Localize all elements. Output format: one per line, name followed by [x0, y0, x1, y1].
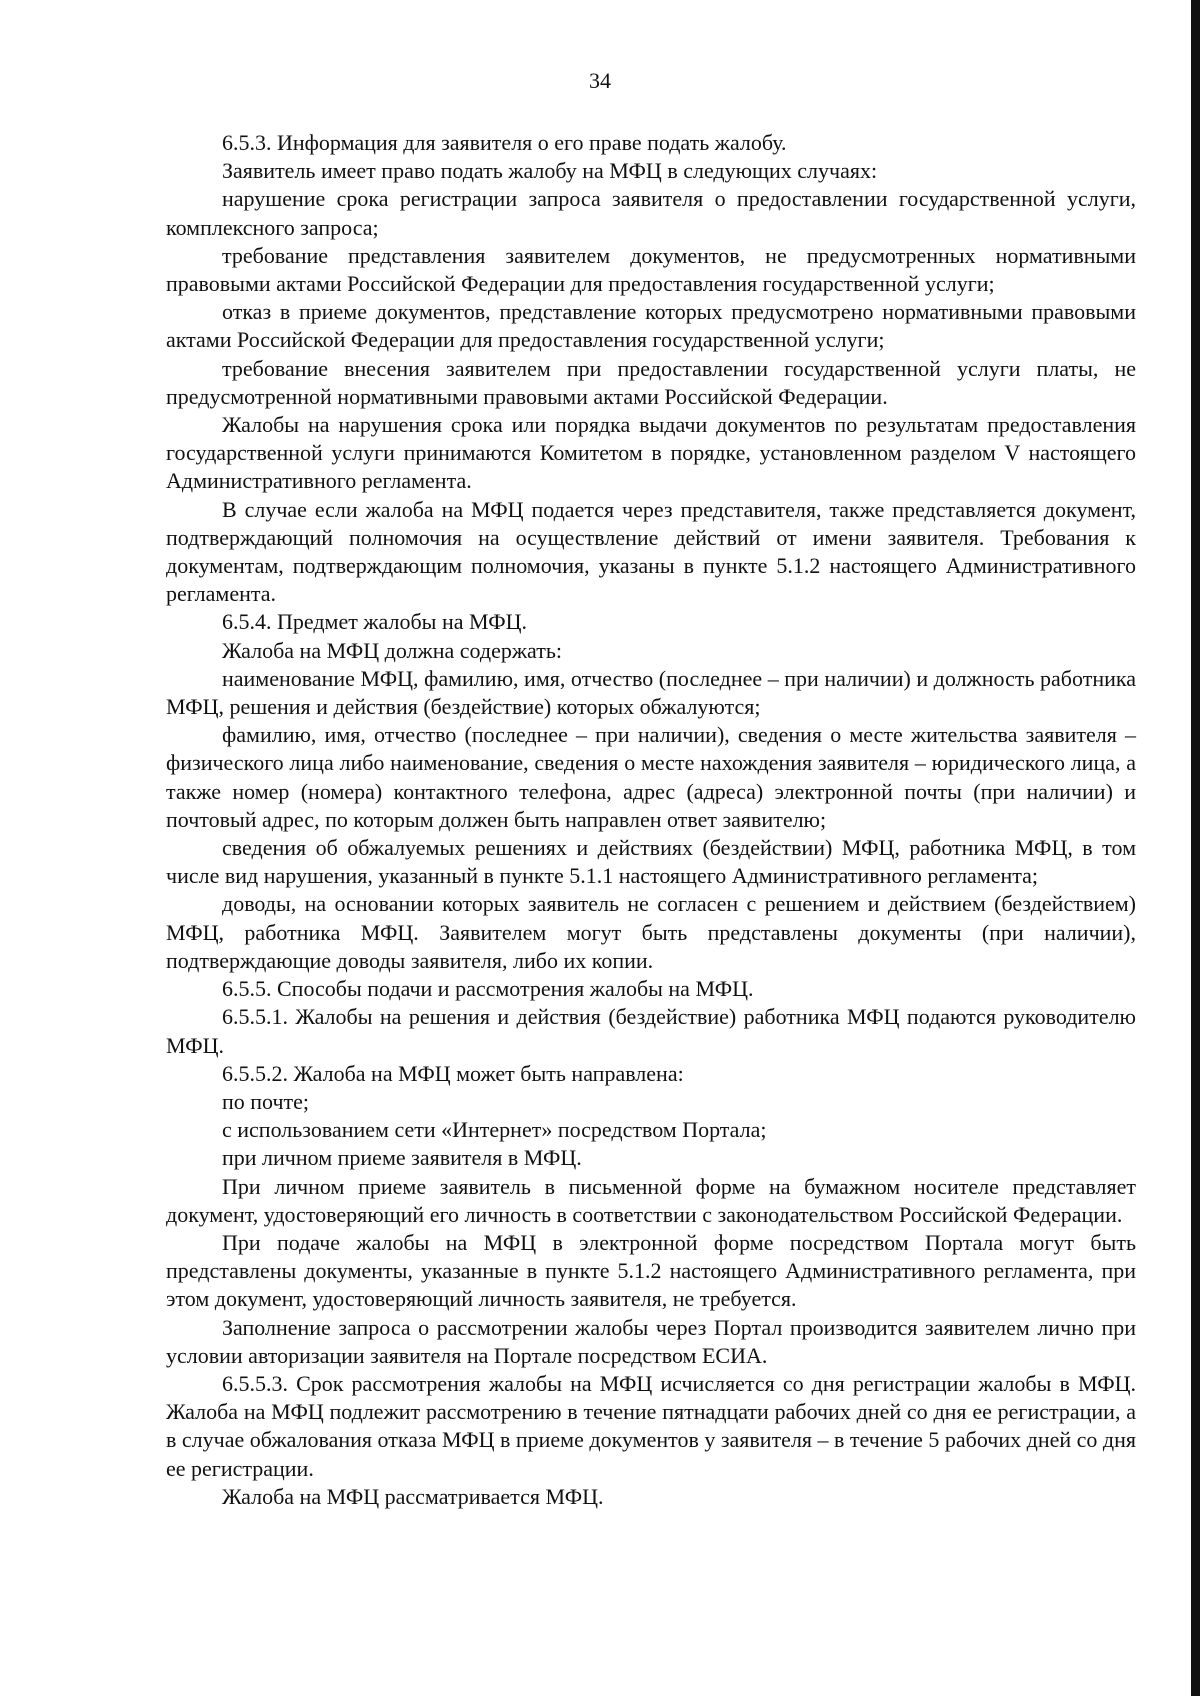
page-number: 34 — [589, 68, 611, 93]
paragraph-case-extra-documents: требование представления заявителем документов, не предусмотренных нормативными правовыми актами Российской Федерации для предоставления государственной услуги; — [166, 242, 1136, 297]
paragraph-6-5-5-heading: 6.5.5. Способы подачи и рассмотрения жалобы на МФЦ. — [222, 976, 754, 1002]
paragraph-case-payment: требование внесения заявителем при предоставлении государственной услуги платы, не предусмотренной нормативными правовыми актами Российской Федерации. — [166, 355, 1136, 409]
paragraph-complaint-cases-intro: Заявитель имеет право подать жалобу на МФЦ в следующих случаях: — [222, 158, 878, 184]
paragraph-6-5-5-1: 6.5.5.1. Жалобы на решения и действия (бездействие) работника МФЦ подаются руководителю МФЦ. — [166, 1004, 1136, 1058]
paragraph-review-by-mfc: Жалоба на МФЦ рассматривается МФЦ. — [222, 1483, 604, 1509]
paragraph-case-registration-deadline: нарушение срока регистрации запроса заявителя о предоставлении государственной услуги, комплексного запроса; — [166, 186, 1136, 240]
paragraph-6-5-5-3: 6.5.5.3. Срок рассмотрения жалобы на МФЦ исчисляется со дня регистрации жалобы в МФЦ. Жалоба на МФЦ подлежит рассмотрению в течение пятнадцати рабочих дней со дня ее регистрации, а в случае обжалования отказа МФЦ в приеме документов у заявителя – в течение 5 рабочих дней со дня ее регистрации. — [166, 1370, 1136, 1481]
paragraph-6-5-4-heading: 6.5.4. Предмет жалобы на МФЦ. — [222, 609, 528, 635]
scan-right-edge — [1191, 0, 1200, 1696]
document-body — [166, 129, 1136, 1511]
paragraph-contents-mfc-name: наименование МФЦ, фамилию, имя, отчество (последнее – при наличии) и должность работника МФЦ, решения и действия (бездействие) которых обжалуются; — [166, 665, 1136, 720]
paragraph-method-mail: по почте; — [222, 1088, 310, 1114]
paragraph-complaints-committee: Жалобы на нарушения срока или порядка выдачи документов по результатам предоставления государственной услуги принимаются Комитетом в порядке, установленном разделом V настоящего Административного регламента. — [166, 412, 1136, 494]
paragraph-contents-arguments: доводы, на основании которых заявитель не согласен с решением и действием (бездействием) МФЦ, работника МФЦ. Заявителем могут быть представлены документы (при наличии), подтверждающие доводы заявителя, либо их копии. — [166, 891, 1136, 973]
paragraph-personal-reception: При личном приеме заявитель в письменной форме на бумажном носителе представляет документ, удостоверяющий его личность в соответствии с законодательством Российской Федерации. — [166, 1173, 1136, 1227]
paragraph-electronic-submission: При подаче жалобы на МФЦ в электронной форме посредством Портала могут быть представлены документы, указанные в пункте 5.1.2 настоящего Административного регламента, при этом документ, удостоверяющий личность заявителя, не требуется. — [166, 1229, 1136, 1312]
paragraph-portal-authorization: Заполнение запроса о рассмотрении жалобы через Портал производится заявителем лично при условии авторизации заявителя на Портале посредством ЕСИА. — [166, 1314, 1136, 1368]
paragraph-6-5-5-2: 6.5.5.2. Жалоба на МФЦ может быть направлена: — [222, 1060, 684, 1086]
paragraph-case-refusal: отказ в приеме документов, представление которых предусмотрено нормативными правовыми актами Российской Федерации для предоставления государственной услуги; — [166, 299, 1136, 353]
paragraph-representative: В случае если жалоба на МФЦ подается через представителя, также представляется документ, подтверждающий полномочия на осуществление действий от имени заявителя. Требования к документам, подтверждающим полномочия, указаны в пункте 5.1.2 настоящего Административного регламента. — [166, 496, 1136, 607]
paragraph-contents-decisions: сведения об обжалуемых решениях и действиях (бездействии) МФЦ, работника МФЦ, в том числе вид нарушения, указанный в пункте 5.1.1 настоящего Административного регламента; — [166, 835, 1136, 889]
paragraph-method-personal: при личном приеме заявителя в МФЦ. — [222, 1145, 582, 1171]
paragraph-complaint-contents-intro: Жалоба на МФЦ должна содержать: — [222, 637, 563, 663]
paragraph-6-5-3-heading: 6.5.3. Информация для заявителя о его праве подать жалобу. — [222, 130, 787, 155]
paragraph-method-internet: с использованием сети «Интернет» посредством Портала; — [222, 1117, 767, 1143]
paragraph-contents-applicant-info: фамилию, имя, отчество (последнее – при наличии), сведения о месте жительства заявителя – физического лица либо наименование, сведения о месте нахождения заявителя – юридического лица, а также номер (номера) контактного телефона, адрес (адреса) электронной почты (при наличии) и почтовый адрес, по которым должен быть направлен ответ заявителю; — [166, 722, 1136, 832]
